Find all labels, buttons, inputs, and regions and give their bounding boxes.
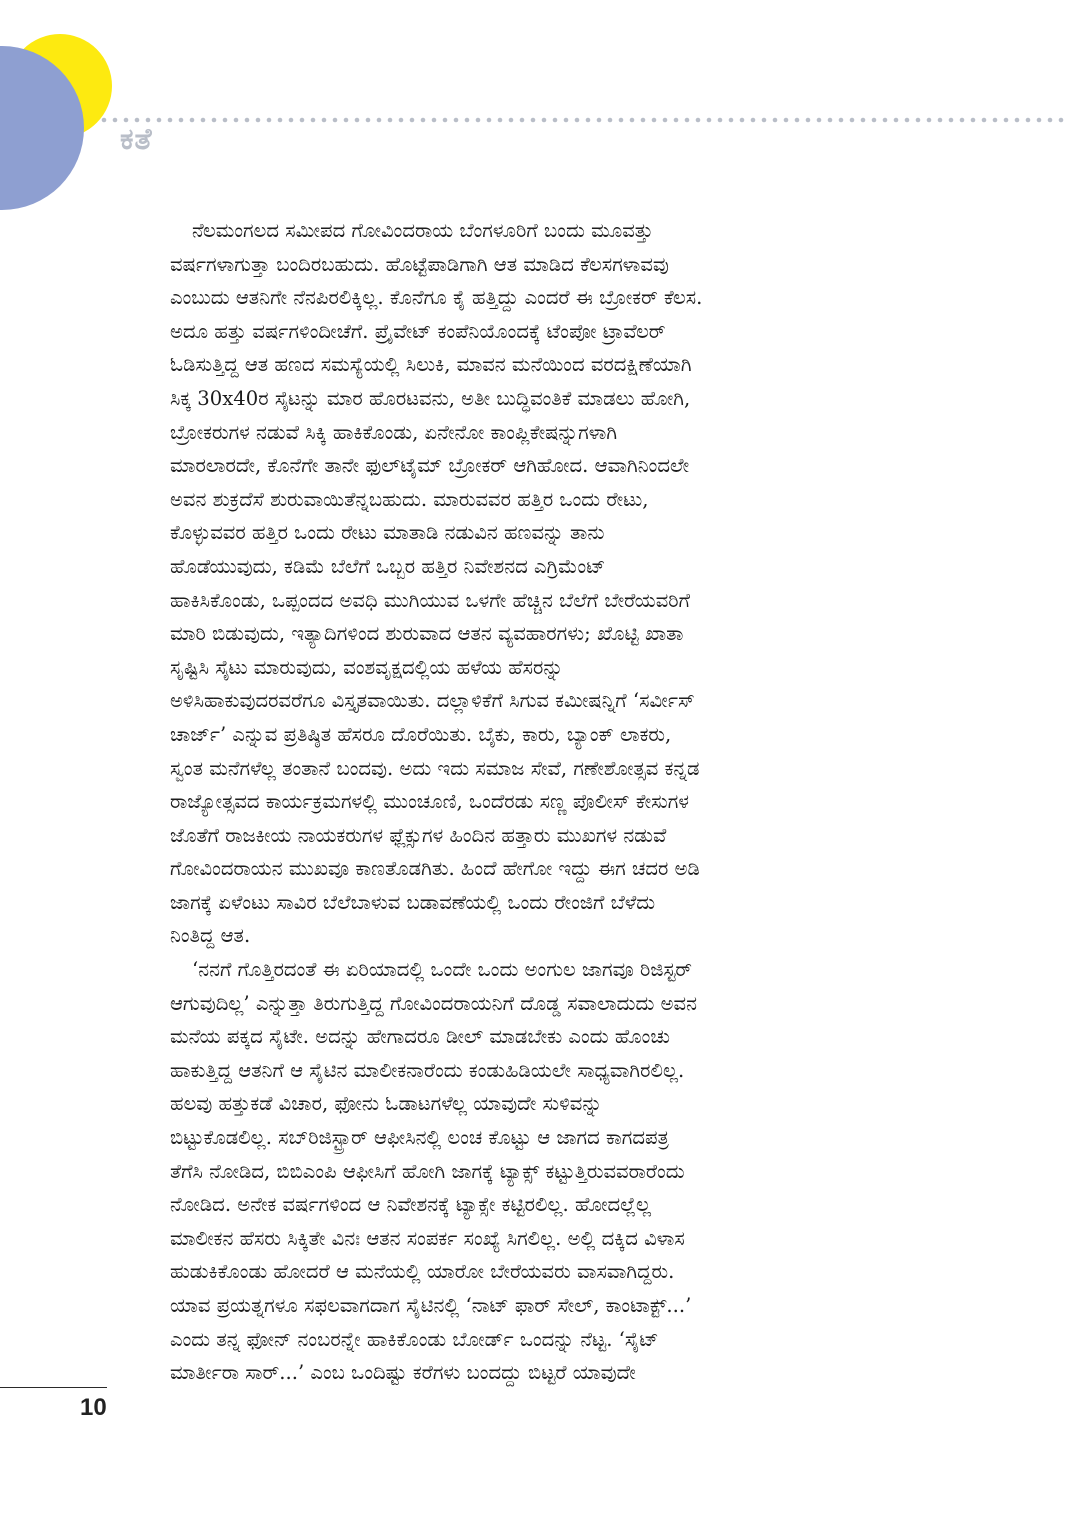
section-label: ಕತೆ	[120, 122, 153, 157]
article-body	[170, 214, 890, 1390]
rule-dot	[410, 118, 415, 123]
rule-dot	[366, 118, 371, 123]
rule-dot	[300, 118, 305, 123]
rule-dot	[432, 118, 437, 123]
rule-dot	[685, 118, 690, 123]
rule-dot	[278, 118, 283, 123]
rule-dot	[476, 118, 481, 123]
rule-dot	[773, 118, 778, 123]
rule-dot	[168, 118, 173, 123]
rule-dot	[564, 118, 569, 123]
rule-dot	[696, 118, 701, 123]
rule-dot	[509, 118, 514, 123]
rule-dot	[839, 118, 844, 123]
rule-dot	[1048, 118, 1053, 123]
rule-dot	[806, 118, 811, 123]
rule-dot	[498, 118, 503, 123]
rule-dot	[157, 118, 162, 123]
rule-dot	[344, 118, 349, 123]
rule-dot	[443, 118, 448, 123]
rule-dot	[619, 118, 624, 123]
rule-dot	[916, 118, 921, 123]
rule-dot	[883, 118, 888, 123]
rule-dot	[729, 118, 734, 123]
page-number: 10	[80, 1394, 107, 1421]
rule-dot	[718, 118, 723, 123]
rule-dot	[674, 118, 679, 123]
rule-dot	[630, 118, 635, 123]
rule-dot	[454, 118, 459, 123]
decorative-circles	[0, 0, 1072, 210]
rule-dot	[971, 118, 976, 123]
rule-dot	[531, 118, 536, 123]
rule-dot	[740, 118, 745, 123]
rule-dot	[905, 118, 910, 123]
rule-dot	[1015, 118, 1020, 123]
rule-dot	[542, 118, 547, 123]
article-paragraph-2: ‘ನನಗೆ ಗೊತ್ತಿರದಂತೆ ಈ ಏರಿಯಾದಲ್ಲಿ ಒಂದೇ ಒಂದು ಅಂಗುಲ ಜಾಗವೂ ರಿಜಿಸ್ಟರ್ ಆಗುವುದಿಲ್ಲ’ ಎನ್ನುತ್ತಾ ತಿರುಗುತ್ತಿದ್ದ ಗೋವಿಂದರಾಯನಿಗೆ ದೊಡ್ಡ ಸವಾಲಾದುದು ಅವನ ಮನೆಯ ಪಕ್ಕದ ಸೈಟೇ. ಅದನ್ನು ಹೇಗಾದರೂ ಡೀಲ್ ಮಾಡಬೇಕು ಎಂದು ಹೊಂಚು ಹಾಕುತ್ತಿದ್ದ ಆತನಿಗೆ ಆ ಸೈಟಿನ ಮಾಲೀಕನಾರೆಂದು ಕಂಡುಹಿಡಿಯಲೇ ಸಾಧ್ಯವಾಗಿರಲಿಲ್ಲ. ಹಲವು ಹತ್ತುಕಡೆ ವಿಚಾರ, ಫೋನು ಓಡಾಟಗಳೆಲ್ಲ ಯಾವುದೇ ಸುಳಿವನ್ನು ಬಿಟ್ಟುಕೊಡಲಿಲ್ಲ. ಸಬ್‌ರಿಜಿಸ್ಟ್ರಾರ್ ಆಫೀಸಿನಲ್ಲಿ ಲಂಚ ಕೊಟ್ಟು ಆ ಜಾಗದ ಕಾಗದಪತ್ರ ತೆಗೆಸಿ ನೋಡಿದ, ಬಿಬಿಎಂಪಿ ಆಫೀಸಿಗೆ ಹೋಗಿ ಜಾಗಕ್ಕೆ ಟ್ಯಾಕ್ಸ್ ಕಟ್ಟುತ್ತಿರುವವರಾರೆಂದು ನೋಡಿದ. ಅನೇಕ ವರ್ಷಗಳಿಂದ ಆ ನಿವೇಶನಕ್ಕೆ ಟ್ಯಾಕ್ಸೇ ಕಟ್ಟಿರಲಿಲ್ಲ. ಹೋದಲ್ಲೆಲ್ಲ ಮಾಲೀಕನ ಹೆಸರು ಸಿಕ್ಕಿತೇ ವಿನಃ ಆತನ ಸಂಪರ್ಕ ಸಂಖ್ಯೆ ಸಿಗಲಿಲ್ಲ. ಅಲ್ಲಿ ದಕ್ಕಿದ ವಿಳಾಸ ಹುಡುಕಿಕೊಂಡು ಹೋದರೆ ಆ ಮನೆಯಲ್ಲಿ ಯಾರೋ ಬೇರೆಯವರು ವಾಸವಾಗಿದ್ದರು. ಯಾವ ಪ್ರಯತ್ನಗಳೂ ಸಫಲವಾಗದಾಗ ಸೈಟಿನಲ್ಲಿ ‘ನಾಟ್ ಫಾರ್ ಸೇಲ್, ಕಾಂಟಾಕ್ಟ್...’ ಎಂದು ತನ್ನ ಫೋನ್ ನಂಬರನ್ನೇ ಹಾಕಿಕೊಂಡು ಬೋರ್ಡ್ ಒಂದನ್ನು ನೆಟ್ಟ. ‘ಸೈಟ್ ಮಾರ್ತೀರಾ ಸಾರ್...’ ಎಂಬ ಒಂದಿಷ್ಟು ಕರೆಗಳು ಬಂದದ್ದು ಬಿಟ್ಟರೆ ಯಾವುದೇ	[170, 958, 697, 1385]
rule-dot	[333, 118, 338, 123]
dotted-header-rule	[102, 118, 1064, 123]
rule-dot	[817, 118, 822, 123]
rule-dot	[102, 118, 107, 123]
rule-dot	[421, 118, 426, 123]
rule-dot	[938, 118, 943, 123]
rule-dot	[795, 118, 800, 123]
rule-dot	[850, 118, 855, 123]
article-paragraph-1: ನೆಲಮಂಗಲದ ಸಮೀಪದ ಗೋವಿಂದರಾಯ ಬೆಂಗಳೂರಿಗೆ ಬಂದು ಮೂವತ್ತು ವರ್ಷಗಳಾಗುತ್ತಾ ಬಂದಿರಬಹುದು. ಹೊಟ್ಟೆಪಾಡಿಗಾಗಿ ಆತ ಮಾಡಿದ ಕೆಲಸಗಳಾವವು ಎಂಬುದು ಆತನಿಗೇ ನೆನಪಿರಲಿಕ್ಕಿಲ್ಲ. ಕೊನೆಗೂ ಕೈ ಹತ್ತಿದ್ದು ಎಂದರೆ ಈ ಬ್ರೋಕರ್ ಕೆಲಸ. ಅದೂ ಹತ್ತು ವರ್ಷಗಳಿಂದೀಚೆಗೆ. ಪ್ರೈವೇಟ್ ಕಂಪೆನಿಯೊಂದಕ್ಕೆ ಟೆಂಪೋ ಟ್ರಾವೆಲರ್ ಓಡಿಸುತ್ತಿದ್ದ ಆತ ಹಣದ ಸಮಸ್ಯೆಯಲ್ಲಿ ಸಿಲುಕಿ, ಮಾವನ ಮನೆಯಿಂದ ವರದಕ್ಷಿಣೆಯಾಗಿ ಸಿಕ್ಕ 30x40ರ ಸೈಟನ್ನು ಮಾರ ಹೊರಟವನು, ಅತೀ ಬುದ್ಧಿವಂತಿಕೆ ಮಾಡಲು ಹೋಗಿ, ಬ್ರೋಕರುಗಳ ನಡುವೆ ಸಿಕ್ಕಿ ಹಾಕಿಕೊಂಡು, ಏನೇನೋ ಕಾಂಪ್ಲಿಕೇಷನ್ನುಗಳಾಗಿ ಮಾರಲಾರದೇ, ಕೊನೆಗೇ ತಾನೇ ಫುಲ್‌ಟೈಮ್ ಬ್ರೋಕರ್ ಆಗಿಹೋದ. ಆವಾಗಿನಿಂದಲೇ ಅವನ ಶುಕ್ರದೆಸೆ ಶುರುವಾಯಿತೆನ್ನಬಹುದು. ಮಾರುವವರ ಹತ್ತಿರ ಒಂದು ರೇಟು, ಕೊಳ್ಳುವವರ ಹತ್ತಿರ ಒಂದು ರೇಟು ಮಾತಾಡಿ ನಡುವಿನ ಹಣವನ್ನು ತಾನು ಹೊಡೆಯುವುದು, ಕಡಿಮೆ ಬೆಲೆಗೆ ಒಬ್ಬರ ಹತ್ತಿರ ನಿವೇಶನದ ಎಗ್ರಿಮೆಂಟ್ ಹಾಕಿಸಿಕೊಂಡು, ಒಪ್ಪಂದದ ಅವಧಿ ಮುಗಿಯುವ ಒಳಗೇ ಹೆಚ್ಚಿನ ಬೆಲೆಗೆ ಬೇರೆಯವರಿಗೆ ಮಾರಿ ಬಿಡುವುದು, ಇತ್ಯಾದಿಗಳಿಂದ ಶುರುವಾದ ಆತನ ವ್ಯವಹಾರಗಳು; ಖೊಟ್ಟಿ ಖಾತಾ ಸೃಷ್ಟಿಸಿ ಸೈಟು ಮಾರುವುದು, ವಂಶವೃಕ್ಷದಲ್ಲಿಯ ಹಳೆಯ ಹೆಸರನ್ನು ಅಳಿಸಿಹಾಕುವುದರವರೆಗೂ ವಿಸ್ತೃತವಾಯಿತು. ದಲ್ಲಾಳಿಕೆಗೆ ಸಿಗುವ ಕಮೀಷನ್ನಿಗೆ ‘ಸರ್ವೀಸ್ ಚಾರ್ಜ್’ ಎನ್ನುವ ಪ್ರತಿಷ್ಠಿತ ಹೆಸರೂ ದೊರೆಯಿತು. ಬೈಕು, ಕಾರು, ಬ್ಯಾಂಕ್ ಲಾಕರು, ಸ್ವಂತ ಮನೆಗಳೆಲ್ಲ ತಂತಾನೆ ಬಂದವು. ಅದು ಇದು ಸಮಾಜ ಸೇವೆ, ಗಣೇಶೋತ್ಸವ ಕನ್ನಡ ರಾಜ್ಯೋತ್ಸವದ ಕಾರ್ಯಕ್ರಮಗಳಲ್ಲಿ ಮುಂಚೂಣಿ, ಒಂದೆರಡು ಸಣ್ಣ ಪೊಲೀಸ್ ಕೇಸುಗಳ ಜೊತೆಗೆ ರಾಜಕೀಯ ನಾಯಕರುಗಳ ಫ್ಲೆಕ್ಸುಗಳ ಹಿಂದಿನ ಹತ್ತಾರು ಮುಖಗಳ ನಡುವೆ ಗೋವಿಂದರಾಯನ ಮುಖವೂ ಕಾಣತೊಡಗಿತು. ಹಿಂದೆ ಹೇಗೋ ಇದ್ದು ಈಗ ಚದರ ಅಡಿ ಜಾಗಕ್ಕೆ ಏಳೆಂಟು ಸಾವಿರ ಬೆಲೆಬಾಳುವ ಬಡಾವಣೆಯಲ್ಲಿ ಒಂದು ರೇಂಜಿಗೆ ಬೆಳೆದು ನಿಂತಿದ್ದ ಆತ.	[170, 219, 703, 948]
rule-dot	[894, 118, 899, 123]
rule-dot	[982, 118, 987, 123]
rule-dot	[322, 118, 327, 123]
rule-dot	[597, 118, 602, 123]
rule-dot	[861, 118, 866, 123]
rule-dot	[234, 118, 239, 123]
rule-dot	[399, 118, 404, 123]
rule-dot	[267, 118, 272, 123]
rule-dot	[663, 118, 668, 123]
rule-dot	[575, 118, 580, 123]
rule-dot	[608, 118, 613, 123]
rule-dot	[388, 118, 393, 123]
rule-dot	[113, 118, 118, 123]
rule-dot	[1026, 118, 1031, 123]
rule-dot	[872, 118, 877, 123]
rule-dot	[201, 118, 206, 123]
rule-dot	[960, 118, 965, 123]
rule-dot	[355, 118, 360, 123]
page-number-rule	[0, 1387, 107, 1388]
rule-dot	[762, 118, 767, 123]
rule-dot	[311, 118, 316, 123]
rule-dot	[256, 118, 261, 123]
rule-dot	[487, 118, 492, 123]
rule-dot	[377, 118, 382, 123]
rule-dot	[652, 118, 657, 123]
rule-dot	[993, 118, 998, 123]
rule-dot	[1037, 118, 1042, 123]
rule-dot	[520, 118, 525, 123]
rule-dot	[289, 118, 294, 123]
rule-dot	[1059, 118, 1064, 123]
rule-dot	[179, 118, 184, 123]
rule-dot	[828, 118, 833, 123]
rule-dot	[784, 118, 789, 123]
rule-dot	[751, 118, 756, 123]
rule-dot	[212, 118, 217, 123]
rule-dot	[553, 118, 558, 123]
rule-dot	[586, 118, 591, 123]
rule-dot	[1004, 118, 1009, 123]
rule-dot	[707, 118, 712, 123]
rule-dot	[223, 118, 228, 123]
rule-dot	[465, 118, 470, 123]
rule-dot	[190, 118, 195, 123]
rule-dot	[245, 118, 250, 123]
rule-dot	[641, 118, 646, 123]
rule-dot	[927, 118, 932, 123]
rule-dot	[949, 118, 954, 123]
